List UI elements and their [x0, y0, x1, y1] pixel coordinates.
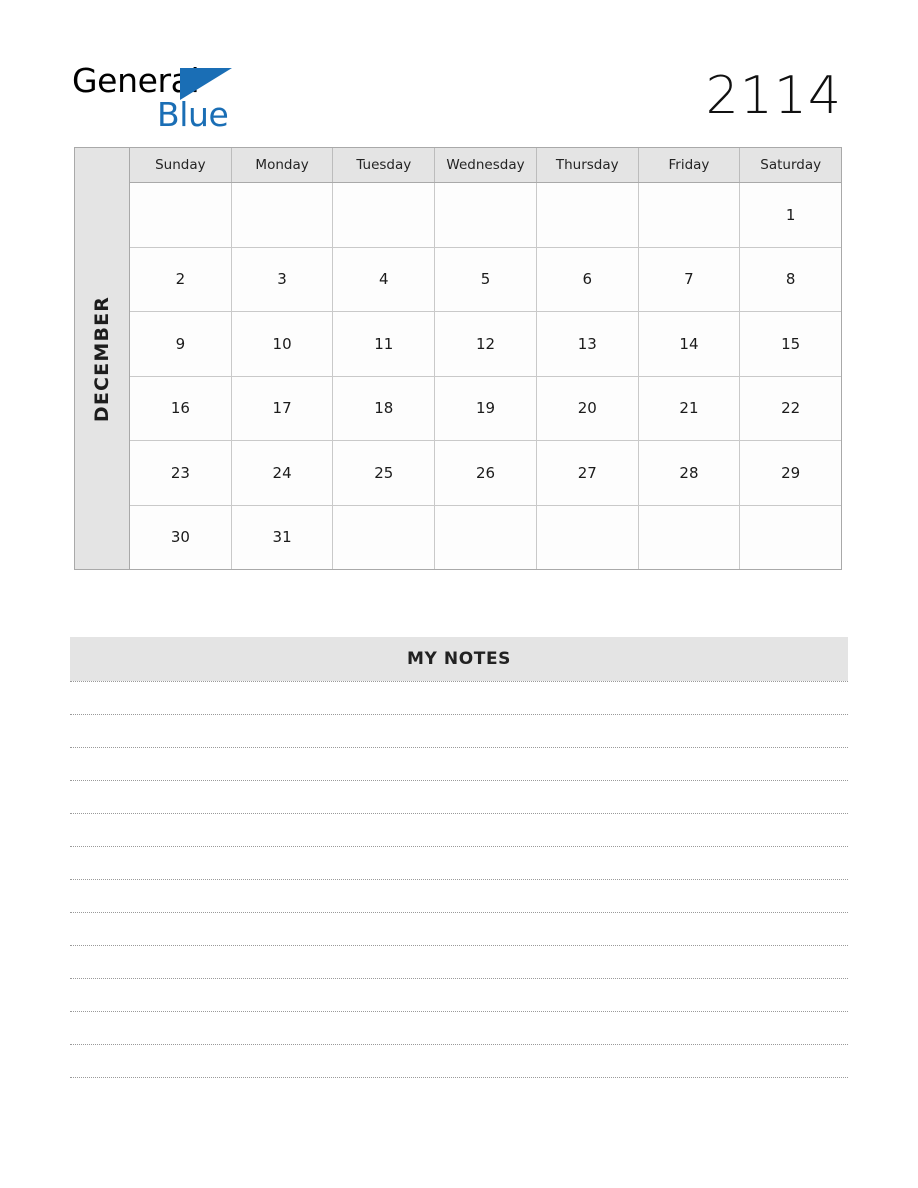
day-cell[interactable]: 22 — [740, 377, 841, 441]
notes-title: MY NOTES — [406, 649, 512, 669]
week-row — [130, 441, 841, 506]
weekday-header-sunday: Sunday — [130, 148, 232, 182]
note-line[interactable] — [70, 780, 848, 813]
weekday-header-friday: Friday — [639, 148, 741, 182]
calendar-grid — [74, 147, 842, 570]
note-line[interactable] — [70, 1011, 848, 1044]
day-cell[interactable]: 13 — [537, 312, 639, 376]
note-line[interactable] — [70, 813, 848, 846]
note-line[interactable] — [70, 1044, 848, 1077]
day-cell[interactable]: 19 — [435, 377, 537, 441]
day-cell[interactable]: 14 — [639, 312, 741, 376]
day-cell[interactable]: 26 — [435, 441, 537, 505]
note-line[interactable] — [70, 846, 848, 879]
week-row — [130, 248, 841, 313]
note-line[interactable] — [70, 879, 848, 912]
month-name: DECEMBER — [91, 295, 113, 422]
brand-name-general: General — [72, 61, 200, 100]
day-cell[interactable] — [639, 183, 741, 247]
day-cell[interactable]: 6 — [537, 248, 639, 312]
day-cell[interactable]: 9 — [130, 312, 232, 376]
day-cell[interactable] — [333, 506, 435, 570]
week-row — [130, 506, 841, 570]
day-cell[interactable]: 15 — [740, 312, 841, 376]
year-title: 2114 — [705, 66, 842, 126]
note-line[interactable] — [70, 945, 848, 978]
day-cell[interactable] — [130, 183, 232, 247]
month-label-column — [75, 148, 130, 569]
day-cell[interactable] — [435, 506, 537, 570]
week-row — [130, 312, 841, 377]
day-cell[interactable] — [537, 506, 639, 570]
day-cell[interactable] — [435, 183, 537, 247]
note-line[interactable] — [70, 681, 848, 714]
day-cell[interactable]: 17 — [232, 377, 334, 441]
day-cell[interactable]: 29 — [740, 441, 841, 505]
note-line[interactable] — [70, 978, 848, 1011]
weekday-header-wednesday: Wednesday — [435, 148, 537, 182]
day-cell[interactable]: 30 — [130, 506, 232, 570]
notes-writing-area[interactable] — [70, 681, 848, 1110]
note-line[interactable] — [70, 714, 848, 747]
week-row — [130, 183, 841, 248]
day-cell[interactable]: 4 — [333, 248, 435, 312]
day-cell[interactable]: 12 — [435, 312, 537, 376]
day-cell[interactable]: 23 — [130, 441, 232, 505]
day-cell[interactable] — [232, 183, 334, 247]
weekday-header-saturday: Saturday — [760, 157, 822, 173]
weekday-header-row — [130, 148, 841, 183]
day-cell[interactable]: 10 — [232, 312, 334, 376]
day-cell[interactable]: 11 — [333, 312, 435, 376]
day-cell[interactable]: 28 — [639, 441, 741, 505]
day-cell[interactable] — [537, 183, 639, 247]
brand-logo — [72, 62, 302, 134]
weekday-header-monday: Monday — [232, 148, 334, 182]
day-cell[interactable]: 2 — [130, 248, 232, 312]
brand-name-blue: Blue — [157, 95, 229, 134]
day-cell[interactable]: 27 — [537, 441, 639, 505]
day-cell[interactable]: 20 — [537, 377, 639, 441]
page-header — [0, 0, 918, 147]
day-cell[interactable]: 25 — [333, 441, 435, 505]
day-cell[interactable] — [333, 183, 435, 247]
day-cell[interactable]: 5 — [435, 248, 537, 312]
day-cell[interactable]: 8 — [740, 248, 841, 312]
week-row — [130, 377, 841, 442]
day-cell[interactable]: 18 — [333, 377, 435, 441]
weekday-header-thursday: Thursday — [537, 148, 639, 182]
day-cell[interactable]: 31 — [232, 506, 334, 570]
note-line[interactable] — [70, 747, 848, 780]
day-cell[interactable]: 7 — [639, 248, 741, 312]
calendar-body — [130, 148, 841, 569]
notes-section — [70, 637, 848, 1110]
day-cell[interactable]: 16 — [130, 377, 232, 441]
note-line[interactable] — [70, 912, 848, 945]
day-cell[interactable]: 1 — [740, 183, 841, 247]
notes-header — [70, 637, 848, 681]
weekday-header-tuesday: Tuesday — [333, 148, 435, 182]
day-cell[interactable]: 3 — [232, 248, 334, 312]
note-line[interactable] — [70, 1077, 848, 1110]
day-cell[interactable] — [740, 506, 841, 570]
day-cell[interactable]: 24 — [232, 441, 334, 505]
day-cell[interactable] — [639, 506, 741, 570]
day-cell[interactable]: 21 — [639, 377, 741, 441]
